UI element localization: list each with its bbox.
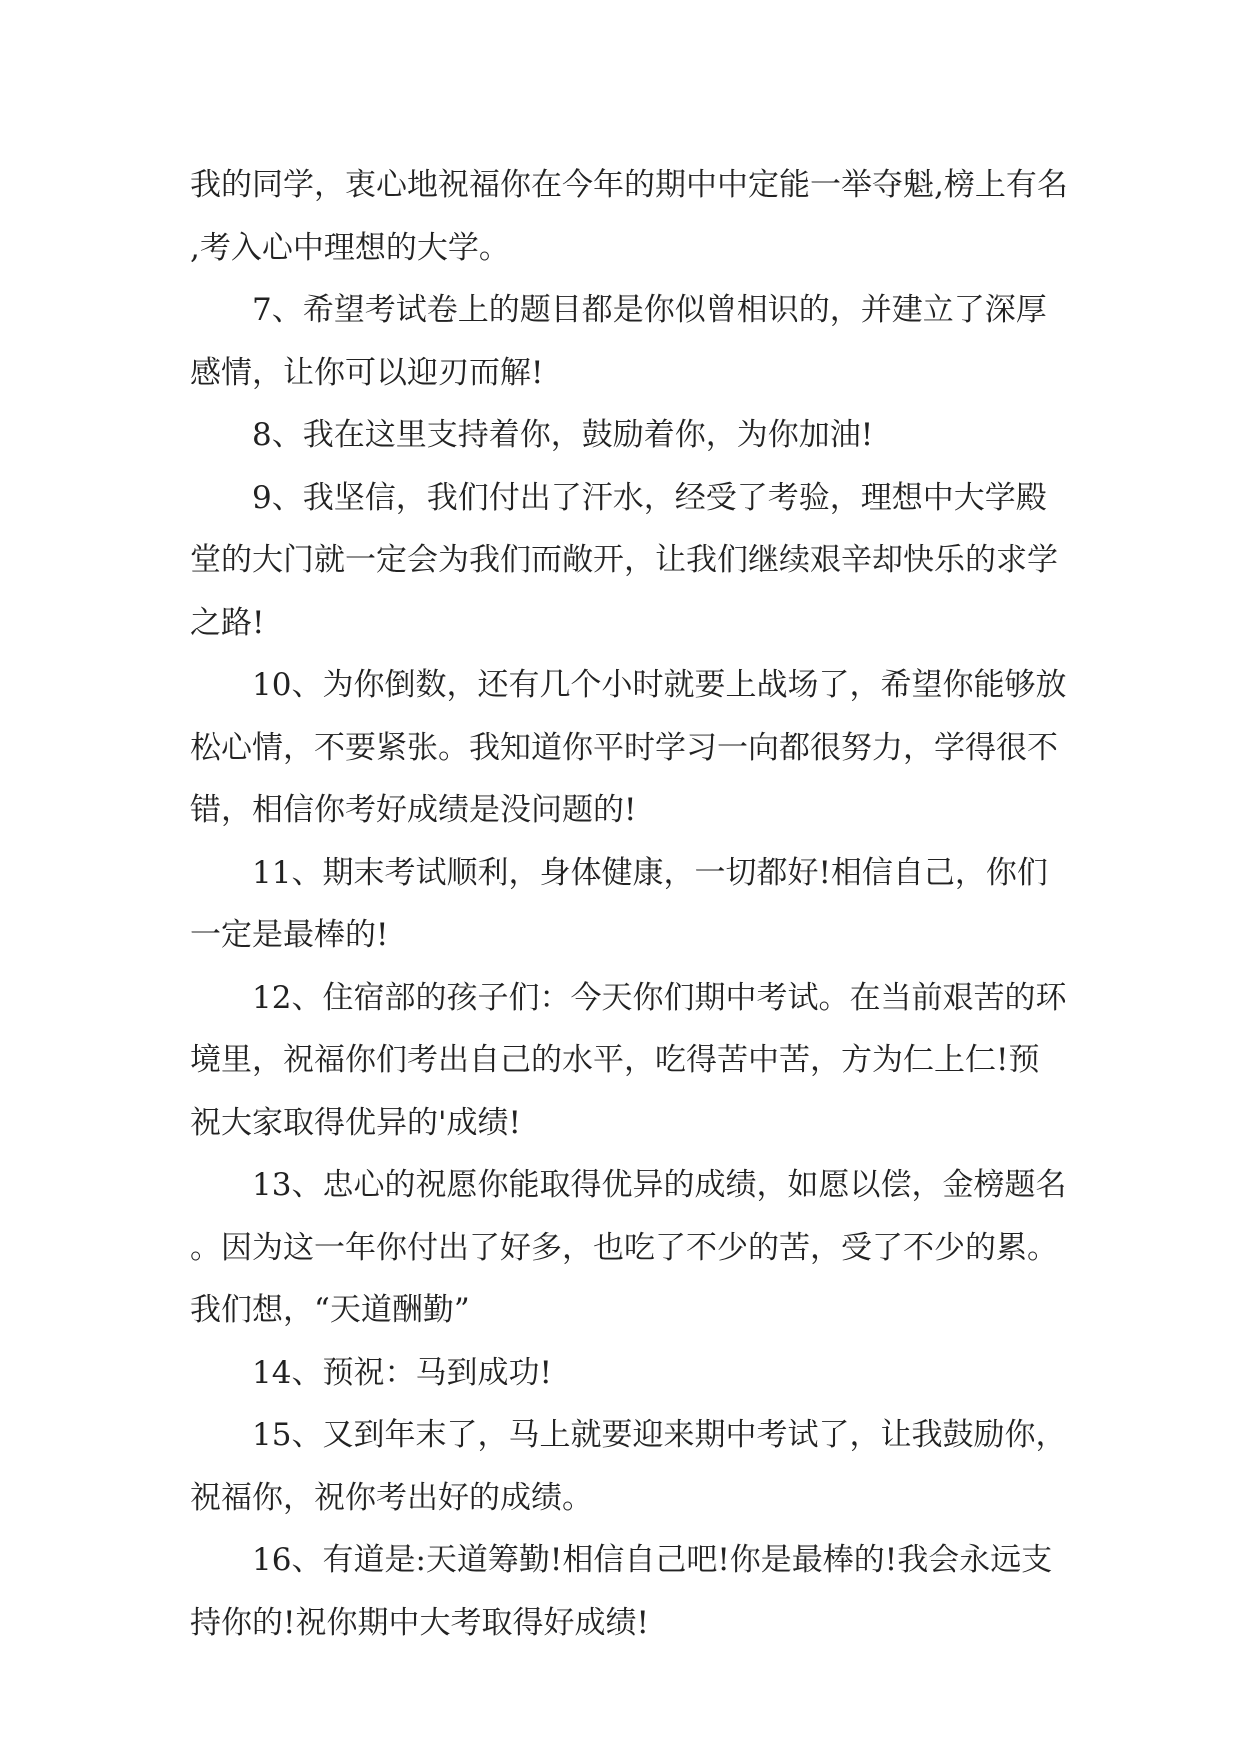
- paragraph-item-14: 14、预祝：马到成功!: [252, 1354, 552, 1391]
- paragraph-item-7: 7、希望考试卷上的题目都是你似曾相识的，并建立了深厚感情，让你可以迎刃而解!: [190, 292, 1047, 391]
- paragraph-item-8: 8、我在这里支持着你，鼓励着你，为你加油!: [252, 417, 874, 453]
- paragraph-continuation: 我的同学，衷心地祝福你在今年的期中中定能一举夺魁,榜上有名,考入心中理想的大学。: [190, 167, 1068, 266]
- paragraph-item-11: 11、期末考试顺利，身体健康，一切都好!相信自己，你们一定是最棒的!: [190, 854, 1048, 953]
- paragraph-item-12: 12、住宿部的孩子们：今天你们期中考试。在当前艰苦的环境里，祝福你们考出自己的水平，吃得苦中苦，方为仁上仁!预祝大家取得优异的'成绩!: [190, 979, 1067, 1141]
- paragraph-item-13: 13、忠心的祝愿你能取得优异的成绩，如愿以偿，金榜题名。因为这一年你付出了好多，也吃了不少的苦，受了不少的累。我们想，“天道酬勤”: [190, 1167, 1067, 1328]
- document-body: [190, 154, 1070, 1654]
- paragraph-item-9: 9、我坚信，我们付出了汗水，经受了考验，理想中大学殿堂的大门就一定会为我们而敞开，让我们继续艰辛却快乐的求学之路!: [190, 479, 1058, 641]
- paragraph-item-15: 15、又到年末了，马上就要迎来期中考试了，让我鼓励你，祝福你，祝你考出好的成绩。: [190, 1417, 1067, 1516]
- paragraph-item-16: 16、有道是:天道筹勤!相信自己吧!你是最棒的!我会永远支持你的!祝你期中大考取得好成绩!: [190, 1542, 1053, 1641]
- paragraph-item-10: 10、为你倒数，还有几个小时就要上战场了，希望你能够放松心情，不要紧张。我知道你平时学习一向都很努力，学得很不错，相信你考好成绩是没问题的!: [190, 667, 1067, 828]
